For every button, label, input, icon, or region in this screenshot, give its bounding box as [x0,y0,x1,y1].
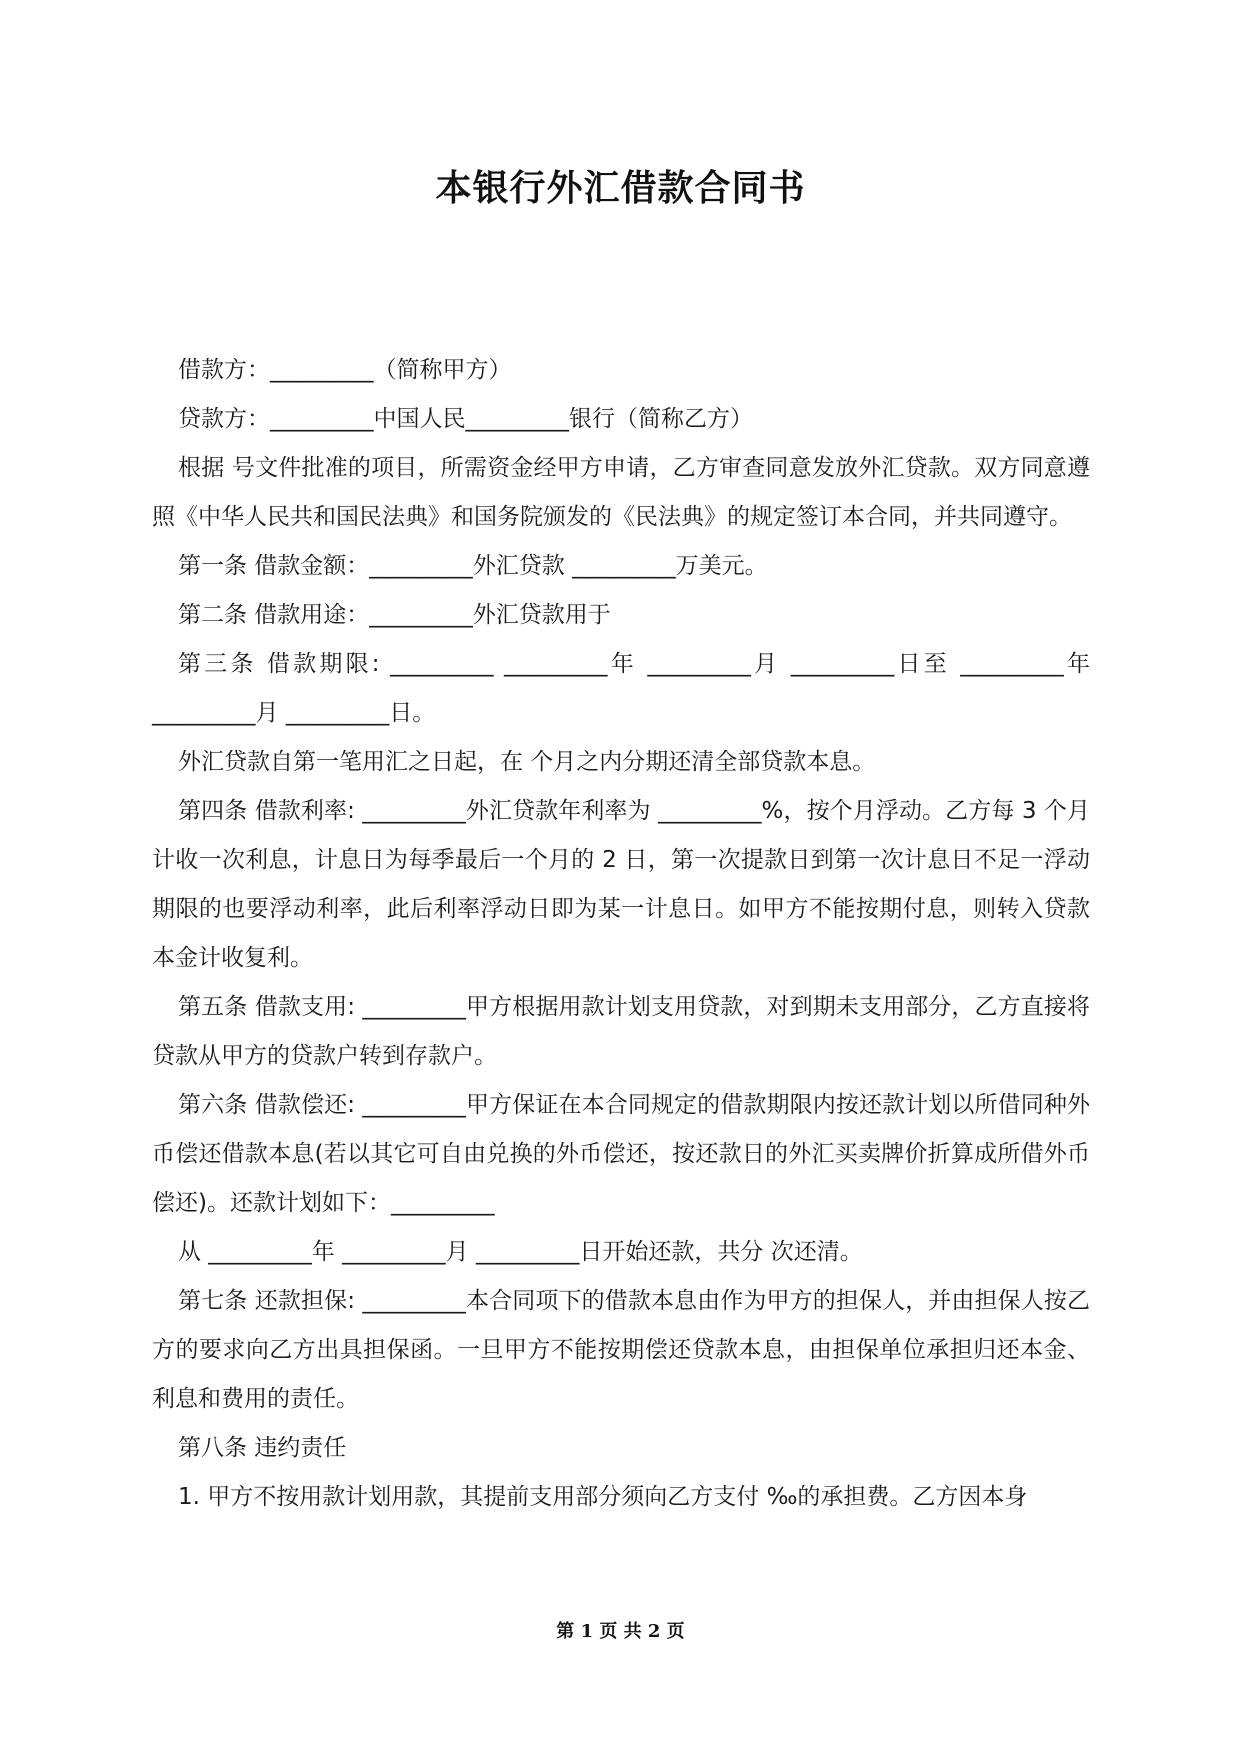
paragraph-borrower: 借款方：_________（简称甲方） [178,357,512,383]
article-8-liability: 第八条 违约责任 [178,1435,347,1461]
page-footer: 第 1 页 共 2 页 [556,1621,685,1642]
document-body [152,346,1090,1522]
article-6-repayment: 第六条 借款偿还: _________甲方保证在本合同规定的借款期限内按还款计划以所借同种外币偿还借款本息(若以其它可自由兑换的外币偿还，按还款日的外汇买卖牌价折算成所借外币偿还)。还款计划如下：_________ [152,1092,1090,1216]
article-7-guarantee: 第七条 还款担保: _________本合同项下的借款本息由作为甲方的担保人，并由担保人按乙方的要求向乙方出具担保函。一旦甲方不能按期偿还贷款本息，由担保单位承担归还本金、利息和费用的责任。 [152,1288,1090,1412]
article-3-term: 第三条 借款期限: _________ _________年 _________月 _________日至 _________年 _________月 _________日。 [152,651,1090,726]
document-title: 本银行外汇借款合同书 [435,168,806,209]
article-8-clause-1: 1. 甲方不按用款计划用款，其提前支用部分须向乙方支付 ‰的承担费。乙方因本身 [178,1484,1028,1510]
article-1-amount: 第一条 借款金额：_________外汇贷款 _________万美元。 [178,553,768,579]
paragraph-preamble: 根据 号文件批准的项目，所需资金经甲方申请，乙方审查同意发放外汇贷款。双方同意遵照《中华人民共和国民法典》和国务院颁发的《民法典》的规定签订本合同，并共同遵守。 [152,455,1090,530]
article-5-disbursement: 第五条 借款支用: _________甲方根据用款计划支用贷款，对到期未支用部分，乙方直接将贷款从甲方的贷款户转到存款户。 [152,994,1090,1069]
paragraph-repayment-period: 外汇贷款自第一笔用汇之日起，在 个月之内分期还清全部贷款本息。 [178,749,876,775]
paragraph-repayment-schedule: 从 _________年 _________月 _________日开始还款，共分 次还清。 [178,1239,863,1265]
article-2-purpose: 第二条 借款用途：_________外汇贷款用于 [178,602,611,628]
article-4-interest: 第四条 借款利率: _________外汇贷款年利率为 _________%，按个月浮动。乙方每 3 个月计收一次利息，计息日为每季最后一个月的 2 日，第一次提款日到第一次计息日不足一浮动期限的也要浮动利率，此后利率浮动日即为某一计息日。如甲方不能按期付息，则转入贷款本金计收复利。 [152,798,1090,971]
paragraph-lender: 贷款方：_________中国人民_________银行（简称乙方） [178,406,753,432]
